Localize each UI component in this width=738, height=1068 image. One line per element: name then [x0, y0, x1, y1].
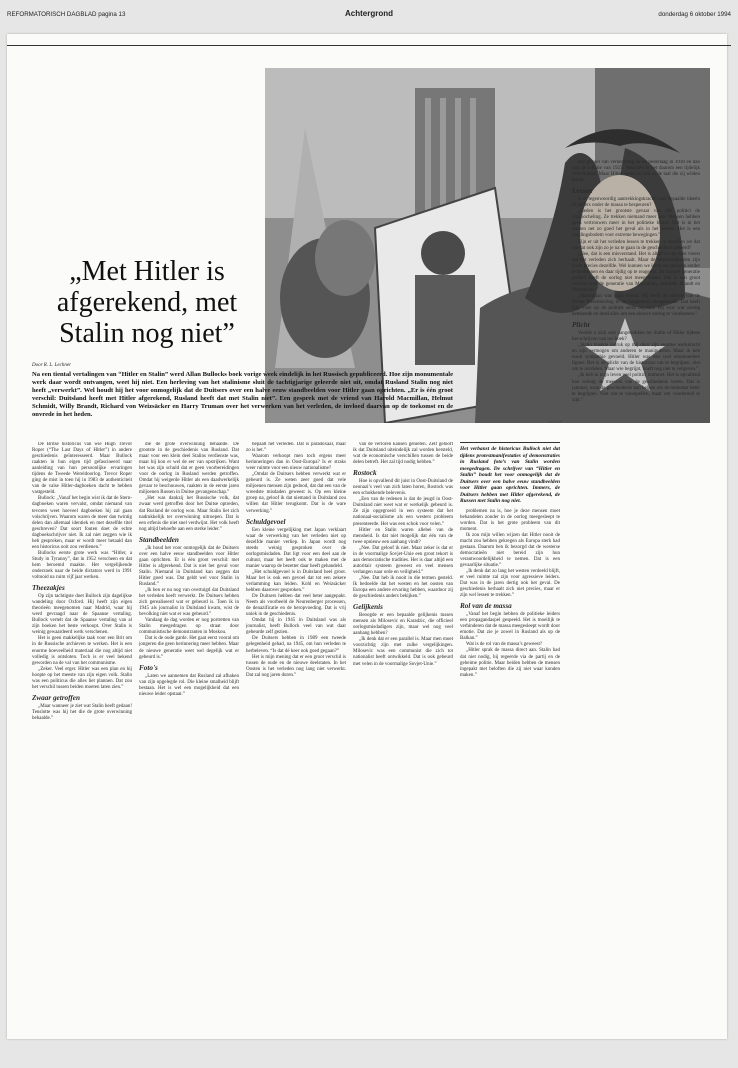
paragraph: Het is geen makkelijke taak voor een Brit om in de Russische archieven te werken. Het is een enorme hoeveelheid materiaal die nog altijd niet volledig is ontsloten. Toch is er veel bekend geworden na de val van het communisme.: [32, 636, 132, 666]
paragraph: Een kleine vergelijking met Japan verklaart waar de verwerking van het verleden niet op dezelfde manier verliep. In Japan wordt nog steeds weinig gesproken over de oorlogsmisdaden. Dat ligt voor een deel aan de cultuur, maar het heeft ook te maken met de manier waarop de bezetter daar heeft gehandeld.: [246, 527, 346, 569]
paragraph: Waarom verkoopt men toch ergens meer herinneringen dan in Oost-Europa? Is er straks weer ruimte voor een nieuw nationalisme?: [246, 454, 346, 472]
paragraph: „Nee, dat is een misverstand. Het is altijd zo dat men vreest dat het verleden zich herhaalt. Maar de omstandigheden zijn nooit precies dezelfde. Wel kunnen we leren om gevaren eerder te herkennen en daar tijdig op te reageren. De nieuwe generatie politici heeft de oorlog niet meegemaakt. Dat is een groot verschil met de generatie van Macmillan, Schmidt, Brandt en Weizsäcker.”: [572, 251, 700, 293]
paragraph: „Vanaf het begin hebben de politieke leiders een propagandaspel gespeeld. Het is moeilijk te verhinderen dat de massa meegesleept wordt door emotie. Dat zie je zowel in Rusland als op de Balkan.”: [460, 612, 560, 642]
paragraph: Omdat hij in 1945 in Duitsland was als journalist, heeft Bullock veel van wat daar gebeurde zelf gezien.: [246, 618, 346, 636]
page-header: [7, 11, 731, 21]
issue-date: donderdag 6 oktober 1994: [658, 11, 731, 18]
paragraph: Bullock: „Vanaf het begin wist ik dat de Stern-dagboeken waren vervalst, omdat niemand van tevoren weet hoeveel dagboeken hij zal gaan volschrijven. Waarom waren de meer dan twintig delen dan allemaal identiek en met dezelfde titel geschreven? Dat soort fouten doet de echte dagboekschrijver niet. Ik zal niet zeggen wie ik heb gesproken, maar er wordt meer betaald dan een historicus ooit zou verdienen.”: [32, 496, 132, 550]
paragraph: „Ik ben er nu nog van overtuigd dat Duitsland het verleden heeft verwerkt. De Duitsers hebben zich gerealiseerd wat er gebeurd is. Toen ik in 1945 als journalist in Duitsland kwam, wist de bevolking niet wat er was gebeurd.”: [139, 588, 239, 618]
paragraph: „Hitler sprak de massa direct aan. Stalin had dat niet nodig, hij regeerde via de partij en de geheime politie. Maar beiden hebben de mensen ingepakt met beloften die zij niet waar konden maken.”: [460, 648, 560, 678]
paragraph: een gevoel van vernedering na de nederlaag in 1918 en dan nog de inflatie van 1923. Meschen in het daarom een tijdelijk verschijnsel. Maar Hitler sprak tot hen in de taal die zij wilden horen.: [572, 160, 700, 184]
paragraph: Op zijn tachtigste doet Bullock zijn dagelijkse wandeling door Oxford. Hij heeft zijn eigen theorieën meegenomen naar Madrid, waar hij werd gevraagd naar de Spaanse vertaling. Bullock vertelt dat de Spaanse vertaling van al zijn boeken het beste verkoopt. Over Stalin is weinig gewaardeerd werk verschenen.: [32, 594, 132, 636]
paragraph: „Maar wanneer je ziet wat Stalin heeft gedaan! Tenslotte was hij het die de grote overwinning behaalde.”: [32, 703, 132, 721]
paragraph: „Nee. Dat heb ik nooit in die termen gesteld. Ik bedoelde dat het westen en het oosten van Europa een andere ervaring hebben, waardoor zij de geschiedenis anders bekijken.”: [353, 575, 453, 600]
photo-caption: Het verbanst de historicus Bullock niet dat tijdens protestmanifestaties of demonstraties in Rusland foto’s van Stalin worden meegedragen. De schrijver van “Hitler en Stalin” houdt het voor onmogelijk dat de Duitsers over een halve eeuw standbeelden voor Hitler gaan oprichten. Immers, de Duitsers hebben met Hitler afgerekend, de Russen met Stalin nog niet.: [460, 442, 560, 505]
article-headline: „Met Hitler is afgerekend, met Stalin nog niet”: [56, 256, 238, 349]
paragraph: „Ik denk dat zo lang het westen verdeeld blijft, er veel ruimte zal zijn voor agressieve leiders. Dat was in de jaren dertig ook het geval. De geschiedenis herhaalt zich niet precies, maar er zijn wel lessen te trekken.”: [460, 568, 560, 599]
paragraph: „Het schuldgevoel is in Duitsland heel groot. Maar het is ook een gevoel dat tot een zekere verlamming kan leiden. Kohl en Weizsäcker hebben daarover gesproken.”: [246, 569, 346, 594]
paragraph: „Zeker. Veel erger. Hitler was een plan en hij hoopte op het meeste van zijn eigen volk. Stalin was een politicus die alles liet plannen. Dat zou het verschil tussen beiden moeten laten zien.”: [32, 666, 132, 690]
paragraph: „Macmillan was mijn vriend. Hij heeft de ellende van de Eerste Wereldoorlog in de loopgraven meegemaakt. Dat heeft zijn visie op de politiek sterk bepaald. Hij wist wat oorlog betekende en deed alles om een nieuwe oorlog te voorkomen.”: [572, 293, 700, 318]
subheading: Zwaar getroffen: [32, 693, 80, 702]
paragraph: die de grote overwinning behaalde. De grootste in de geschiedenis van Rusland. Dat maar voor een klein deel Stalins verdienste was, maar hij kon er wel de eer van opstrijken. Want het was zijn schuld dat er geen voorbereidingen voor de oorlog in Rusland werden getroffen. Omdat hij weigerde Hitler als een daadwerkelijk gevaar te beschouwen, raakten in de eerste jaren miljoenen Russen in Duitse gevangenschap.”: [139, 442, 239, 496]
subheading: Plicht: [572, 321, 590, 330]
paragraph: Voelde u zich ooit aangetrokken tot Stalin of Hitler tijdens het schrijven van uw boek?: [572, 331, 700, 343]
subheading: Foto's: [139, 663, 158, 672]
paragraph: De Duitsers hebben dat veel beter aangepakt. Neem als voorbeeld de Neurenberger processen, de denazificatie en de heropvoeding. Dat is vrij uniek in de geschiedenis.: [246, 594, 346, 618]
paragraph: „Stalin maakte indruk op mij door zijn enorme werkkracht en zijn vermogen om anderen te manipuleren. Maar ik heb nooit sympathie gevoeld. Hitler was een veel emotionelere figuur. Het is de plicht van de historicus om te begrijpen, niet om te oordelen. Maar wie begrijpt, hoeft nog niet te vergeven.”: [572, 343, 700, 373]
paragraph: „Laten we aannemen dat Rusland zal afhaken van zijn opgelegde rol. Die kleine smalheid blijft bestaan. Het is wel een mogelijkheid dat een nieuwe leider opstaat.”: [139, 673, 239, 697]
paragraph: De Britse historicus van wie Hugh Trevor Roper (“The Last Days of Hitler”) in andere geschiedenis geïnteresseerd. Maar Bullock raakten in hun eigen tijd gefascineerd naar aanleiding van hun persoonlijke ervaringen tijdens de Tweede Wereldoorlog. Trevor Roper ging de mist in toen hij in 1983 de authenticiteit van de valse Hitler-dagboeken dacht te hebben vastgesteld.: [32, 442, 132, 496]
paragraph: „Nee. Dat geloof ik niet. Maar zeker is dat er in de voormalige Sovjet-Unie een groot tekort is aan democratische tradities. Het is daar altijd een autoritair systeem geweest en veel mensen verlangen naar orde en veiligheid.”: [353, 545, 453, 575]
photo-building-window: [425, 98, 431, 218]
paragraph: „Een van de redenen is dat de jeugd in Oost-Duitsland niet weet wat er werkelijk gebeurd is. Ze zijn opgegroeid in een systeem dat het nationaal-socialisme als een westers probleem presenteerde. Het was een schok voor velen.”: [353, 497, 453, 527]
paragraph: Ik zou mijn willen wijzen dat Hitler nooit de macht zou hebben gekregen als Europa sterk had gestaan. Daarom ben ik bezorgd dat de westerse democratieën niet bereid zijn hun verantwoordelijkheid te nemen. Dat is een gevaarlijke situatie.”: [460, 532, 560, 568]
subheading: Gelijkenis: [353, 603, 383, 612]
lenin-portrait: [315, 220, 375, 296]
paragraph: van de verloren kansen genieten. Zelf gelooft ik dat Duitsland uiteindelijk zal worden hersteld, wat de economische verschillen tussen de beide delen betreft. Het zal tijd nodig hebben.”: [353, 442, 453, 466]
paragraph: Bullocks eerste grote werk was “Hitler, a Study in Tyranny”, dat in 1952 verscheen en dat hem beroemd maakte. Het vergelijkende onderzoek naar de beide dictators werd in 1991 voltooid na ruim vijf jaar werken.: [32, 550, 132, 581]
header-rule: [7, 45, 731, 46]
subheading: Lessen: [572, 187, 593, 196]
text-column-1: [32, 442, 132, 1022]
subheading: Theezakjes: [32, 584, 65, 593]
text-column-5: [460, 442, 560, 1022]
newspaper-name-page: REFORMATORISCH DAGBLAD pagina 13: [7, 11, 126, 18]
article-lead: Na een tiental vertalingen van “Hitler en Stalin” werd Allan Bullocks boek vorige week eindelijk in het Russisch gepubliceerd. Hoe zijn monumentale werk daar wordt ontvangen, weet hij niet. Een herleving van het stalinisme sluit de tachtigjarige geleerde niet uit, omdat Rusland Stalin nog niet heeft „verwerkt”. Wel houdt hij het voor onmogelijk dat de Duitsers over een halve eeuw standbeelden voor Hitler gaan oprichten. „Er is één groot verschil: Duitsland heeft met Hitler afgerekend, Rusland heeft dat met Stalin niet”. Een gesprek met de vriend van Harold Macmillan, Helmut Schmidt, Willy Brandt, Richard von Weizsäcker en Harry Truman over het verwerken van het verleden, de invloed daarvan op de toekomst en de onvrede in het heden.: [32, 371, 453, 418]
text-column-3: [246, 442, 346, 1022]
paragraph: „Het was dankzij het Russische volk, dat zwaar werd getroffen door het Duitse optreden, dat Rusland de oorlog won. Maar Stalin liet zich nadrukkelijk ter overwinning uitroepen. Dat is een erfenis die niet snel verdwijnt. Het volk heeft nog altijd behoefte aan een sterke leider.”: [139, 496, 239, 532]
paragraph: „Ik houd het voor onmogelijk dat de Duitsers over een halve eeuw standbeelden voor Hitler gaan oprichten. Er is één groot verschil: met Hitler is afgerekend. Dat is niet het geval voor Stalin. Niemand in Duitsland kan zeggen dat Hitler goed was. Dat geldt wel voor Stalin in Rusland.”: [139, 545, 239, 587]
paragraph: „Ik heb in mijn leven veel politici ontmoet. Het is opvallend hoe weinig de meesten van de geschiedenis weten. Dat is jammer, want de geschiedenis kan helpen om de toekomst beter te begrijpen. Niet om te voorspellen, maar om voorbereid te zijn.”: [572, 373, 700, 403]
paragraph: „Omdat de Duitsers hebben verwerkt wat er gebeurd is. Ze weten zeer goed dat vele miljoenen mensen zijn gedood, dat dat een van de wreedste misdaden geweest is. Op een kleine groep na, geloof ik dat niemand in Duitsland zou willen dat Hitler terugkomt. Dat is de ware verwerking.”: [246, 472, 346, 514]
paragraph: problemen na is, hoe je deze mensen moet behandelen zonder in de oorlog meegesleept te worden. Dat is het grote probleem van dit moment.: [460, 508, 560, 532]
paragraph: Het is mijn mening dat er een groot verschil is tussen de oude en de nieuwe deelstaten. In het Oosten is het verleden nog lang niet verwerkt. Dat zal nog jaren duren.”: [246, 654, 346, 678]
section-title: Achtergrond: [345, 9, 393, 18]
paragraph: De Duitsers hebben in 1989 een tweede gelegenheid gehad, na 1945, om hun verleden te herbeleven. “Is dat dé keer ook goed gegaan?”: [246, 636, 346, 654]
paragraph: Is er tegenwoordig aantrekkingskracht voor bepaalde ideeën of leiders onder de massa te bespeuren?: [572, 197, 700, 209]
text-column-6: [572, 160, 700, 1022]
subheading: Standbeelden: [139, 535, 179, 544]
paragraph: Beoogde er een bepaalde gelijkenis tussen mensen als Milosevic en Karadzic, die officieel oorlogsmisdadigers zijn, maar wel nog veel aanhang hebben?: [353, 613, 453, 637]
stalin-portrait-head: [421, 231, 465, 275]
paragraph: Hitler en Stalin waren allebei van de mensheid. Is dat niet mogelijk dat één van de twee opnieuw een aanhang vindt?: [353, 527, 453, 545]
subheading: Rostock: [353, 469, 377, 478]
paragraph: Vandaag de dag worden er nog portretten van Stalin meegedragen op straat door communistische demonstranten in Moskou.: [139, 618, 239, 636]
paragraph: „Heden is het grootste gevaar van alle politici de ontgoocheling. Ze trekken niemand meer aan. Mensen hebben geen vertrouwen meer in het politieke bestel. Dat is in het westen net zo goed het geval als in het oosten. Het is een voedingsbodem voor extreme bewegingen.”: [572, 209, 700, 239]
stalin-portrait-body: [415, 275, 475, 365]
paragraph: bepaalt het verleden. Dat is paradoxaal, maar zo is het.”: [246, 442, 346, 454]
text-column-4: [353, 442, 453, 1022]
text-column-2: [139, 442, 239, 1022]
subheading: Rol van de massa: [460, 602, 512, 611]
paragraph: Wat is de rol van de massa’s geweest?: [466, 642, 543, 648]
byline: Door R. L. Lechner: [32, 363, 72, 368]
photo-building-window: [440, 98, 446, 218]
paragraph: Zijn er uit het verleden lessen te trekken of beseffen we dat we dat ook zijn zo je na te gaan in de geschiedenis geleerd?: [572, 239, 700, 251]
subheading: Schuldgevoel: [246, 517, 286, 526]
paragraph: Hoe is opvallend dit juist in Oost-Duitsland de neonazi’s veel van zich laten horen, Rostock was een schokkende belevenis.: [353, 479, 453, 497]
paragraph: „Ik denk dat er een parallel is. Maar men moet voorzichtig zijn met zulke vergelijkingen. Milosevic was een communist die zich tot nationalist heeft ontwikkeld. Dat is ook gebeurd met velen in de voormalige Sovjet-Unie.”: [353, 637, 453, 667]
paragraph: Dat is de oude garde. Het gaat eerst vooral om jongeren die geen herinnering meer hebben. Maar de nieuwe generatie weet wel degelijk wat er gebeurd is.”: [139, 636, 239, 660]
photo-credit: foto ANP: [548, 420, 563, 424]
